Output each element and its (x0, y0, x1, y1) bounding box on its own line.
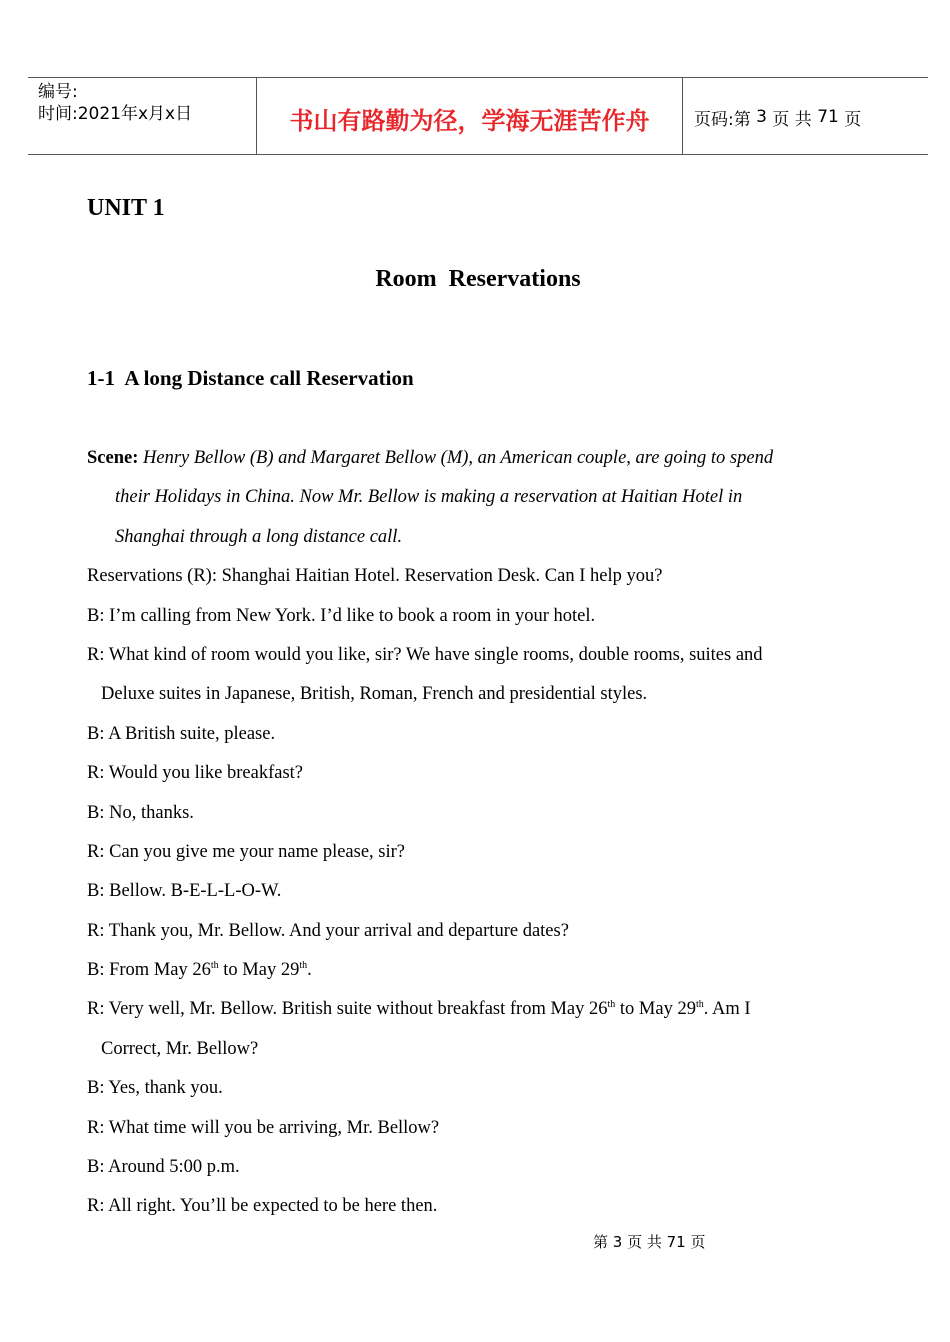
dialogue-line: R: Thank you, Mr. Bellow. And your arrival and departure dates? (87, 920, 569, 941)
time-line (38, 103, 256, 125)
header-page-info (683, 78, 928, 154)
page-current: 3 (756, 107, 767, 127)
text-part: to May 29 (218, 960, 300, 981)
section-title: 1-1 A long Distance call Reservation (87, 366, 414, 390)
scene-line-1 (87, 439, 807, 478)
text-part: R: Very well, Mr. Bellow. British suite without breakfast from May 26 (87, 999, 608, 1020)
dialogue-body (87, 439, 807, 1227)
scene-line-2: their Holidays in China. Now Mr. Bellow is making a reservation at Haitian Hotel in (115, 487, 743, 508)
dialogue-line: B: Around 5:00 p.m. (87, 1157, 240, 1178)
header-motto: 书山有路勤为径，学海无涯苦作舟 (257, 78, 683, 154)
ordinal-suffix: th (695, 999, 704, 1011)
ordinal-suffix: th (299, 960, 308, 972)
dialogue-line: B: I’m calling from New York. I’d like to book a room in your hotel. (87, 605, 596, 626)
text-part: . Am I (703, 999, 751, 1020)
dialogue-line (87, 951, 807, 990)
dialogue-line: Reservations (R): Shanghai Haitian Hotel. Reservation Desk. Can I help you? (87, 566, 663, 587)
main-title: Room Reservations (375, 266, 581, 292)
dialogue-line: B: Yes, thank you. (87, 1078, 223, 1099)
scene-line-3: Shanghai through a long distance call. (115, 526, 403, 547)
page-mid: 页 共 (772, 109, 812, 130)
time-value: 2021年x月x日 (77, 104, 193, 124)
text-part: to May 29 (615, 999, 696, 1020)
page-total: 71 (817, 107, 839, 127)
ordinal-suffix: th (607, 999, 616, 1011)
dialogue-line: B: Bellow. B-E-L-L-O-W. (87, 881, 282, 902)
unit-title: UNIT 1 (87, 195, 165, 221)
text-part: B: From May 26 (87, 960, 211, 981)
dialogue-line-continued: Correct, Mr. Bellow? (101, 1038, 259, 1059)
scene-text-1: Henry Bellow (B) and Margaret Bellow (M), an American couple, are going to spend (138, 448, 774, 468)
page-footer: 第 3 页 共 71 页 (593, 1233, 706, 1251)
page-end: 页 (844, 109, 862, 130)
header-info-cell (28, 78, 257, 154)
number-label: 编号: (38, 82, 78, 102)
dialogue-line: R: What time will you be arriving, Mr. Bellow? (87, 1117, 440, 1138)
dialogue-line: R: What kind of room would you like, sir? We have single rooms, double rooms, suites and (87, 644, 763, 665)
dialogue-line-continued: Deluxe suites in Japanese, British, Roman, French and presidential styles. (101, 684, 648, 705)
time-label: 时间: (38, 104, 78, 124)
page-label: 页码:第 (694, 109, 751, 130)
dialogue-line: R: Can you give me your name please, sir? (87, 841, 406, 862)
dialogue-line: R: All right. You’ll be expected to be here then. (87, 1196, 438, 1217)
scene-label: Scene: (87, 448, 139, 468)
text-part: . (307, 960, 312, 981)
dialogue-line: B: No, thanks. (87, 802, 194, 823)
dialogue-line (87, 990, 807, 1029)
dialogue-line: R: Would you like breakfast? (87, 763, 304, 784)
ordinal-suffix: th (210, 960, 219, 972)
dialogue-line: B: A British suite, please. (87, 723, 276, 744)
header-table (28, 77, 928, 155)
